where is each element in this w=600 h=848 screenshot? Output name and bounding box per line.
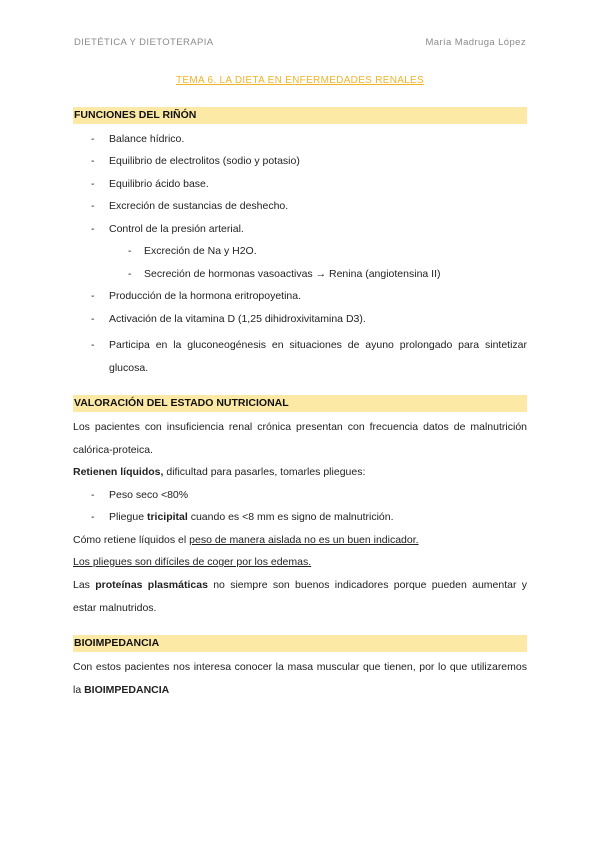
list-item: - Equilibrio ácido base. — [91, 177, 209, 190]
list-item: - Equilibrio de electrolitos (sodio y potasio) — [91, 155, 300, 167]
sub-list-item: - Secreción de hormonas vasoactivas → Renina (angiotensina II) — [128, 267, 441, 280]
paragraph: Cómo retiene líquidos el peso de manera aislada no es un buen indicador. — [73, 533, 419, 546]
section-heading-bioimpedancia: BIOIMPEDANCIA — [73, 635, 527, 652]
page-header — [74, 37, 526, 48]
header-author: María Madruga López — [425, 37, 526, 48]
list-item: - Pliegue tricipital cuando es <8 mm es signo de malnutrición. — [91, 511, 394, 523]
list-item: - Participa en la gluconeogénesis en situaciones de ayuno prolongado para sintetizar glucosa. — [91, 339, 527, 374]
list-item: - Activación de la vitamina D (1,25 dihidroxivitamina D3). — [91, 312, 366, 325]
paragraph: Los pliegues son difíciles de coger por los edemas. — [73, 556, 312, 568]
sub-list-item: - Excreción de Na y H2O. — [128, 245, 257, 257]
list-item: - Producción de la hormona eritropoyetina. — [91, 290, 302, 302]
paragraph: Con estos pacientes nos interesa conocer la masa muscular que tienen, por lo que utilizaremos la BIOIMPEDANCIA — [73, 661, 527, 696]
document-title: TEMA 6. LA DIETA EN ENFERMEDADES RENALES — [176, 75, 424, 86]
header-course: DIETÉTICA Y DIETOTERAPIA — [74, 37, 214, 48]
paragraph: Retienen líquidos, dificultad para pasarles, tomarles pliegues: — [73, 466, 366, 478]
paragraph: Las proteínas plasmáticas no siempre son buenos indicadores porque pueden aumentar y estar malnutridos. — [73, 579, 528, 614]
section-heading-valoracion: VALORACIÓN DEL ESTADO NUTRICIONAL — [73, 395, 527, 412]
paragraph: Los pacientes con insuficiencia renal crónica presentan con frecuencia datos de malnutrición calórica-proteica. — [73, 421, 527, 456]
section-heading-funciones: FUNCIONES DEL RIÑÓN — [73, 107, 527, 124]
list-item: - Balance hídrico. — [91, 132, 185, 145]
list-item: - Excreción de sustancias de deshecho. — [91, 200, 289, 212]
list-item: - Peso seco <80% — [91, 488, 189, 501]
list-item: - Control de la presión arterial. — [91, 222, 244, 235]
document-body — [73, 107, 527, 701]
